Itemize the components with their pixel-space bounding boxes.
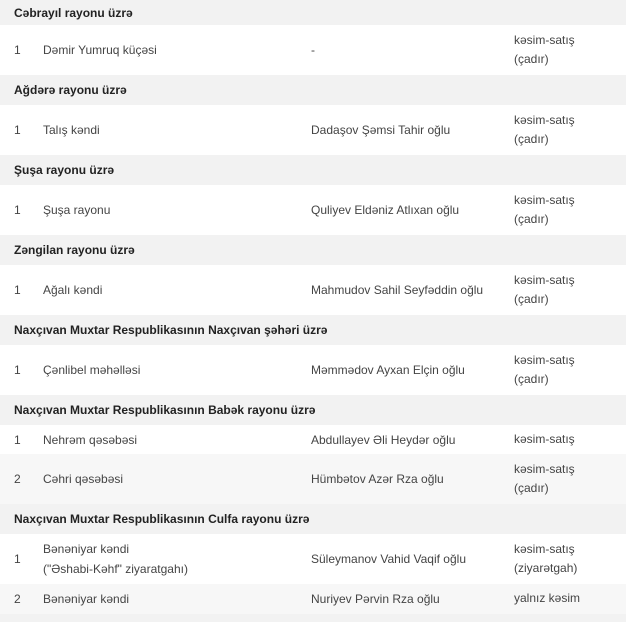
table-row xyxy=(0,345,626,395)
activity-type-cell xyxy=(514,191,624,230)
section-header: Şuşa rayonu üzrə xyxy=(0,155,626,185)
row-number: 1 xyxy=(14,363,21,377)
activity-type-text: (çadır) xyxy=(514,481,549,495)
location-text: Nehrəm qəsəbəsi xyxy=(43,432,138,447)
row-number: 2 xyxy=(14,592,21,606)
person-name: Quliyev Eldəniz Atlıxan oğlu xyxy=(311,203,460,217)
location-cell xyxy=(43,200,311,220)
section-header: Naxçıvan Muxtar Respublikasının Naxçıvan şəhəri üzrə xyxy=(0,315,626,345)
table-row xyxy=(0,185,626,235)
section-header: Cəbrayıl rayonu üzrə xyxy=(0,0,626,25)
table-row xyxy=(0,105,626,155)
activity-type-text: (çadır) xyxy=(514,52,549,66)
location-text: Bənəniyar kəndi xyxy=(43,542,130,556)
row-number: 2 xyxy=(14,472,21,486)
row-number: 1 xyxy=(14,552,21,566)
activity-type-text: kəsim-satış xyxy=(514,431,575,446)
table-row xyxy=(0,584,626,614)
person-name: Mahmudov Sahil Seyfəddin oğlu xyxy=(311,283,484,297)
table-row xyxy=(0,265,626,315)
location-cell xyxy=(43,430,311,450)
table-row xyxy=(0,25,626,75)
location-cell xyxy=(43,539,311,579)
location-cell xyxy=(43,589,311,609)
person-name: Nuriyev Pərvin Rza oğlu xyxy=(311,592,440,606)
location-cell xyxy=(43,40,311,60)
activity-type-cell xyxy=(514,351,624,390)
activity-type-text: kəsim-satış xyxy=(514,541,575,556)
activity-type-text: kəsim-satış xyxy=(514,352,575,367)
location-text: Ağalı kəndi xyxy=(43,283,103,297)
activity-type-cell xyxy=(514,271,624,310)
person-name: Süleymanov Vahid Vaqif oğlu xyxy=(311,552,466,566)
activity-type-cell xyxy=(514,111,624,150)
location-text: ("Əshabi-Kəhf" ziyaratgahı) xyxy=(43,562,188,576)
activity-type-text: kəsim-satış xyxy=(514,272,575,287)
location-cell xyxy=(43,120,311,140)
table-row xyxy=(0,534,626,584)
activity-type-text: (çadır) xyxy=(514,212,549,226)
activity-type-text: kəsim-satış xyxy=(514,461,575,476)
activity-type-text: yalnız kəsim xyxy=(514,591,581,606)
section-header: Ağdərə rayonu üzrə xyxy=(0,75,626,105)
activity-type-text: kəsim-satış xyxy=(514,192,575,207)
location-text: Talış kəndi xyxy=(43,123,100,137)
row-number: 1 xyxy=(14,43,21,57)
location-text: Çənlibel məhəlləsi xyxy=(43,363,141,377)
table-row xyxy=(0,454,626,504)
location-text: Bənəniyar kəndi xyxy=(43,592,130,606)
activity-type-cell xyxy=(514,430,624,450)
activity-type-text: kəsim-satış xyxy=(514,112,575,127)
activity-type-text: (ziyarətgah) xyxy=(514,561,578,575)
next-section-header xyxy=(0,614,626,622)
location-cell xyxy=(43,469,311,489)
section-header: Naxçıvan Muxtar Respublikasının Culfa rayonu üzrə xyxy=(0,504,626,534)
location-text: Dəmir Yumruq küçəsi xyxy=(43,43,157,57)
table-row xyxy=(0,425,626,454)
row-number: 1 xyxy=(14,123,21,137)
activity-type-cell xyxy=(514,540,624,579)
person-name: Dadaşov Şəmsi Tahir oğlu xyxy=(311,123,451,137)
location-text: Şuşa rayonu xyxy=(43,203,111,217)
person-name: Məmmədov Ayxan Elçin oğlu xyxy=(311,363,465,377)
row-number: 1 xyxy=(14,203,21,217)
activity-type-text: kəsim-satış xyxy=(514,32,575,47)
person-name: Abdullayev Əli Heydər oğlu xyxy=(311,432,456,447)
section-header: Naxçıvan Muxtar Respublikasının Babək rayonu üzrə xyxy=(0,395,626,425)
activity-type-cell xyxy=(514,460,624,499)
activity-type-text: (çadır) xyxy=(514,292,549,306)
row-number: 1 xyxy=(14,432,21,447)
activity-type-cell xyxy=(514,589,624,609)
section-header: Zəngilan rayonu üzrə xyxy=(0,235,626,265)
row-number: 1 xyxy=(14,283,21,297)
person-name: Hümbətov Azər Rza oğlu xyxy=(311,472,444,486)
location-text: Cəhri qəsəbəsi xyxy=(43,472,124,486)
activity-type-text: (çadır) xyxy=(514,372,549,386)
location-cell xyxy=(43,280,311,300)
person-name: - xyxy=(311,43,315,57)
activity-type-cell xyxy=(514,31,624,70)
activity-type-text: (çadır) xyxy=(514,132,549,146)
location-cell xyxy=(43,360,311,380)
